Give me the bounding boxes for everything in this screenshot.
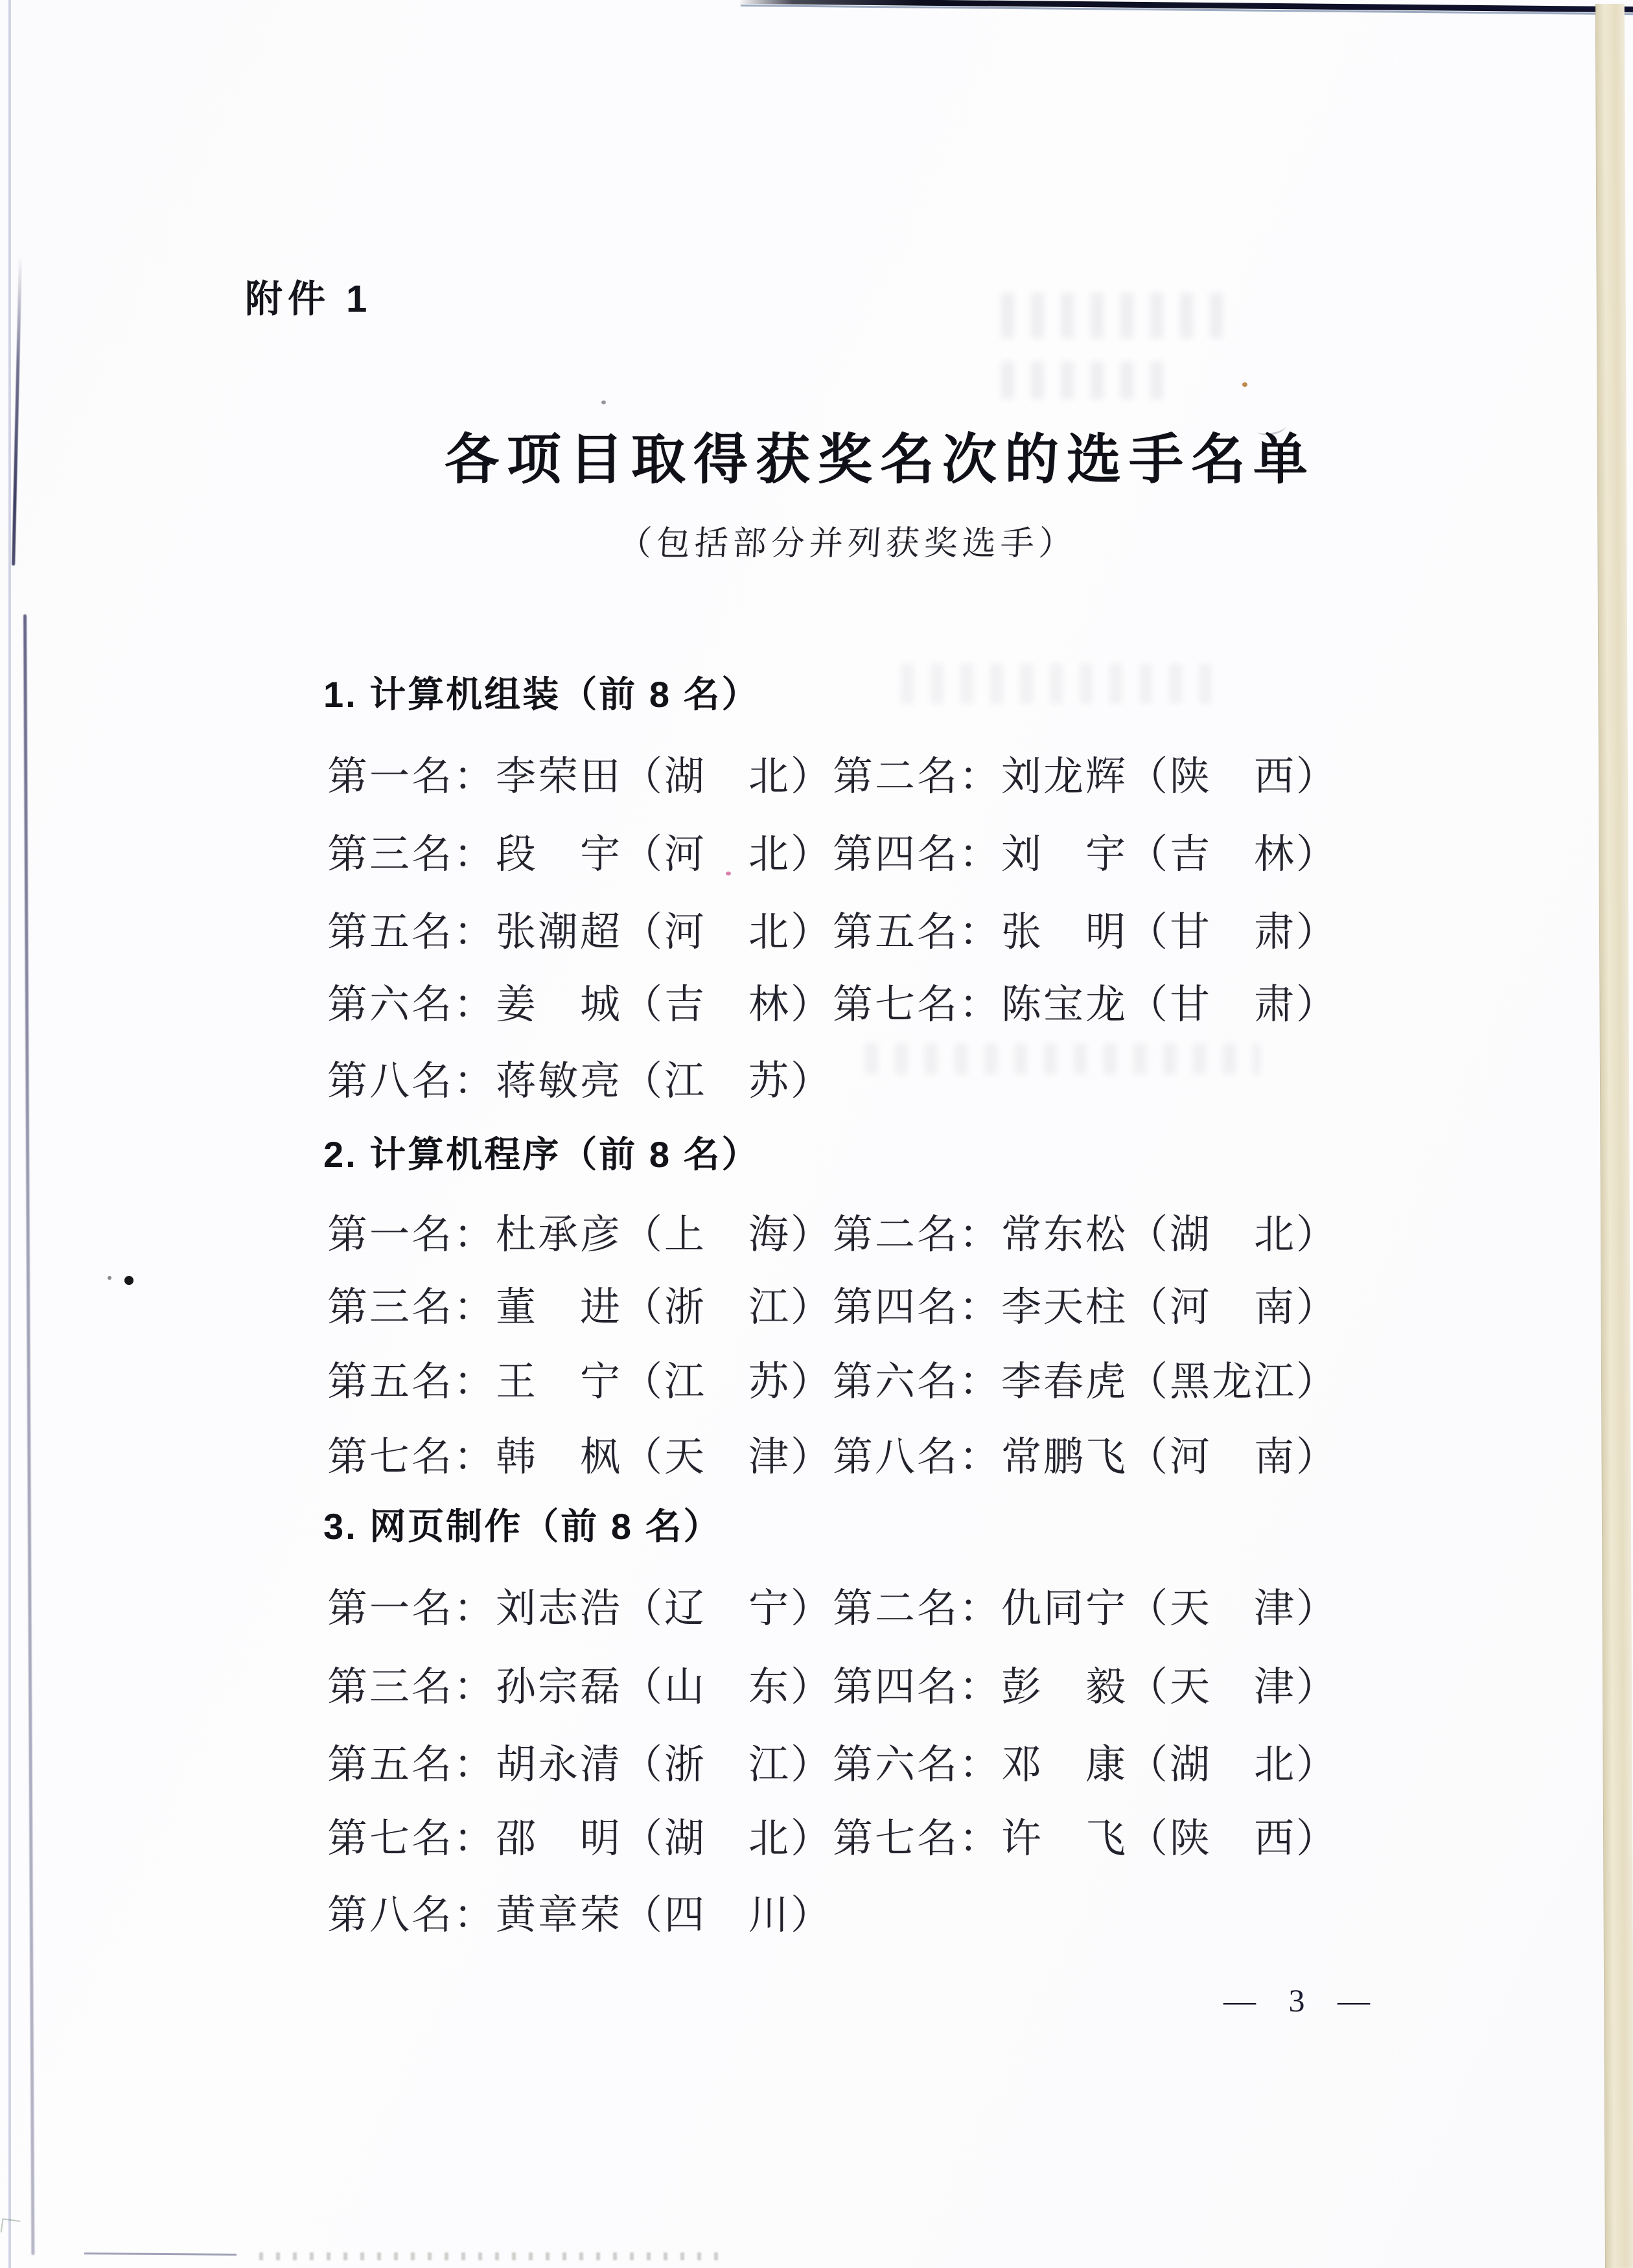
binding-crease-upper	[12, 256, 22, 566]
result-line: 第三名：段 宇（河 北）第四名：刘 宇（吉 林）	[327, 833, 1339, 877]
scan-left-margin-line	[8, 0, 11, 2268]
result-line: 第五名：胡永清（浙 江）第六名：邓 康（湖 北）	[327, 1743, 1339, 1787]
bleedthrough-smudge	[865, 1043, 1260, 1074]
result-line: 第八名：黄章荣（四 川）	[327, 1893, 833, 1938]
binding-crease-lower	[23, 614, 34, 2255]
bleedthrough-smudge	[901, 664, 1225, 704]
scan-corner-mark	[1, 2218, 21, 2235]
ink-dot-artifact	[124, 1276, 133, 1285]
result-line: 第八名：蒋敏亮（江 苏）	[327, 1059, 833, 1104]
document-title: 各项目取得获奖名次的选手名单	[445, 427, 1316, 491]
result-line: 第五名：张潮超（河 北）第五名：张 明（甘 肃）	[327, 910, 1339, 955]
bleedthrough-smudge	[1001, 293, 1238, 338]
result-line: 第三名：孙宗磊（山 东）第四名：彭 毅（天 津）	[327, 1665, 1339, 1709]
result-line: 第一名：刘志浩（辽 宁）第二名：仇同宁（天 津）	[327, 1587, 1339, 1631]
page-edge-strip	[1595, 4, 1633, 2268]
speck-artifact	[1242, 382, 1247, 387]
scan-bottom-edge-line	[84, 2252, 237, 2256]
bleedthrough-smudge	[1001, 362, 1163, 399]
section-3-heading: 3. 网页制作（前 8 名）	[323, 1506, 722, 1547]
scan-top-edge-line	[739, 0, 1633, 12]
result-line: 第七名：韩 枫（天 津）第八名：常鹏飞（河 南）	[327, 1435, 1339, 1479]
page-number-footer: — 3 —	[1223, 1982, 1374, 2019]
section-1-heading: 1. 计算机组装（前 8 名）	[323, 674, 760, 715]
scan-bottom-speckles	[259, 2252, 726, 2260]
document-subtitle: （包括部分并列获奖选手）	[617, 524, 1078, 563]
result-line: 第七名：邵 明（湖 北）第七名：许 飞（陕 西）	[327, 1817, 1339, 1861]
result-line: 第一名：李荣田（湖 北）第二名：刘龙辉（陕 西）	[327, 755, 1339, 799]
speck-artifact	[601, 400, 606, 404]
result-line: 第六名：姜 城（吉 林）第七名：陈宝龙（甘 肃）	[327, 983, 1339, 1027]
result-line: 第一名：杜承彦（上 海）第二名：常东松（湖 北）	[327, 1213, 1339, 1257]
section-2-heading: 2. 计算机程序（前 8 名）	[323, 1134, 760, 1175]
result-line: 第五名：王 宁（江 苏）第六名：李春虎（黑龙江）	[327, 1360, 1339, 1404]
attachment-label: 附件 1	[245, 278, 373, 320]
result-line: 第三名：董 进（浙 江）第四名：李天柱（河 南）	[327, 1286, 1339, 1330]
